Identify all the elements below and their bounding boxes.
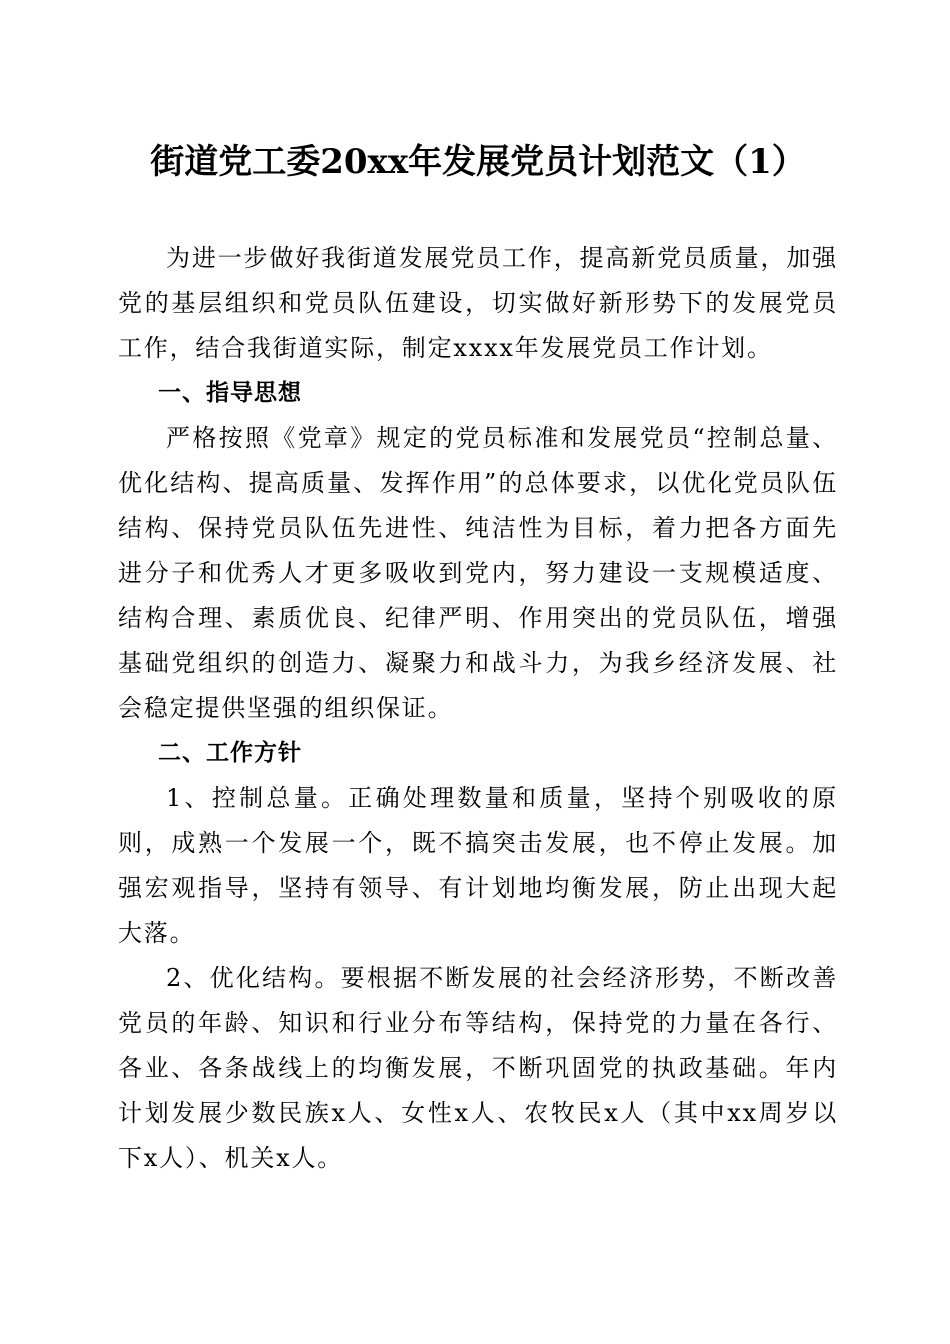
section-paragraph: 1、控制总量。正确处理数量和质量，坚持个别吸收的原则，成熟一个发展一个，既不搞突击发展，也不停止发展。加强宏观指导，坚持有领导、有计划地均衡发展，防止出现大起大落。	[118, 784, 838, 947]
section-paragraph: 2、优化结构。要根据不断发展的社会经济形势，不断改善党员的年龄、知识和行业分布等结构，保持党的力量在各行、各业、各条战线上的均衡发展，不断巩固党的执政基础。年内计划发展少数民族x人、女性x人、农牧民x人（其中xx周岁以下x人）、机关x人。	[118, 964, 838, 1172]
section-heading: 二、工作方针	[158, 740, 302, 766]
section-guiding-thought	[118, 371, 838, 731]
document-page	[118, 140, 838, 1181]
document-title: 街道党工委20xx年发展党员计划范文（1）	[150, 142, 806, 182]
section-heading: 一、指导思想	[158, 380, 302, 406]
section-paragraph: 严格按照《党章》规定的党员标准和发展党员“控制总量、优化结构、提高质量、发挥作用”的总体要求，以优化党员队伍结构、保持党员队伍先进性、纯洁性为目标，着力把各方面先进分子和优秀人才更多吸收到党内，努力建设一支规模适度、结构合理、素质优良、纪律严明、作用突出的党员队伍，增强基础党组织的创造力、凝聚力和战斗力，为我乡经济发展、社会稳定提供坚强的组织保证。	[118, 424, 838, 722]
section-work-policy	[118, 731, 838, 1181]
intro-paragraph: 为进一步做好我街道发展党员工作，提高新党员质量，加强党的基层组织和党员队伍建设，切实做好新形势下的发展党员工作，结合我街道实际，制定xxxx年发展党员工作计划。	[118, 244, 838, 362]
